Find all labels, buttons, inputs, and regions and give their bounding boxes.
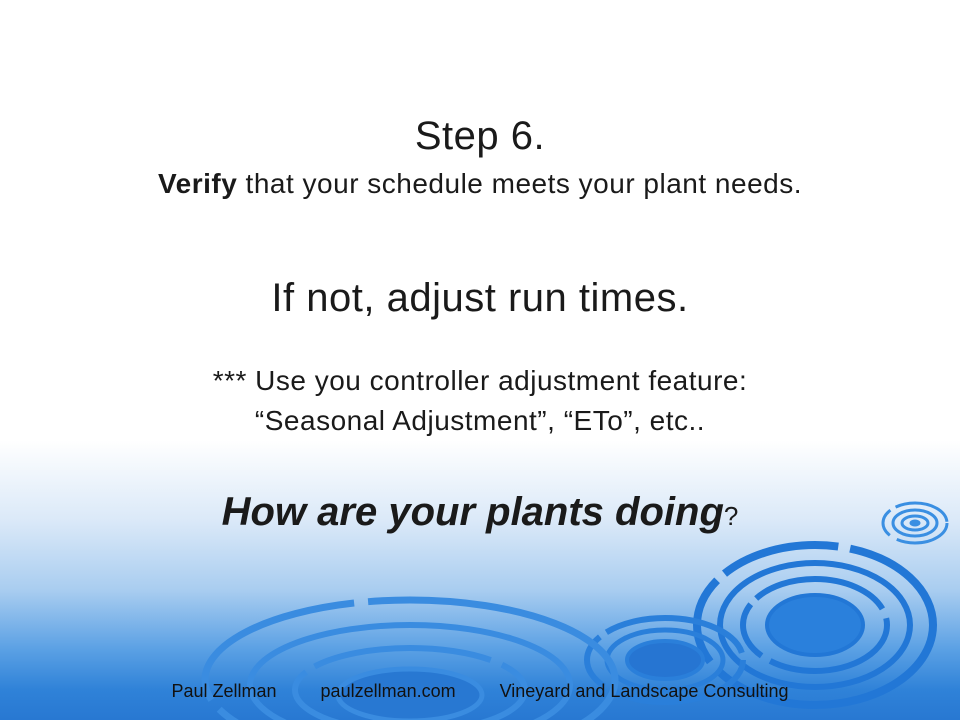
- footer: [0, 680, 960, 702]
- adjust-run-times-text: If not, adjust run times.: [271, 276, 689, 320]
- verify-bold-text: Verify: [158, 168, 238, 199]
- step-title: Step 6.: [414, 114, 546, 158]
- controller-note-line-2: “Seasonal Adjustment”, “ETo”, etc..: [254, 405, 706, 436]
- step-description: [0, 166, 960, 202]
- footer-company: Vineyard and Landscape Consulting: [499, 681, 789, 701]
- question-mark: ?: [723, 501, 739, 531]
- plants-question: [0, 486, 960, 542]
- footer-website: paulzellman.com: [320, 681, 456, 701]
- verify-rest-text: that your schedule meets your plant needs.: [237, 168, 802, 199]
- controller-note-line-1: *** Use you controller adjustment feature:: [212, 365, 748, 396]
- plants-question-text: How are your plants doing: [221, 490, 724, 534]
- footer-author: Paul Zellman: [171, 681, 277, 701]
- large-ripple-left-icon: [205, 600, 615, 720]
